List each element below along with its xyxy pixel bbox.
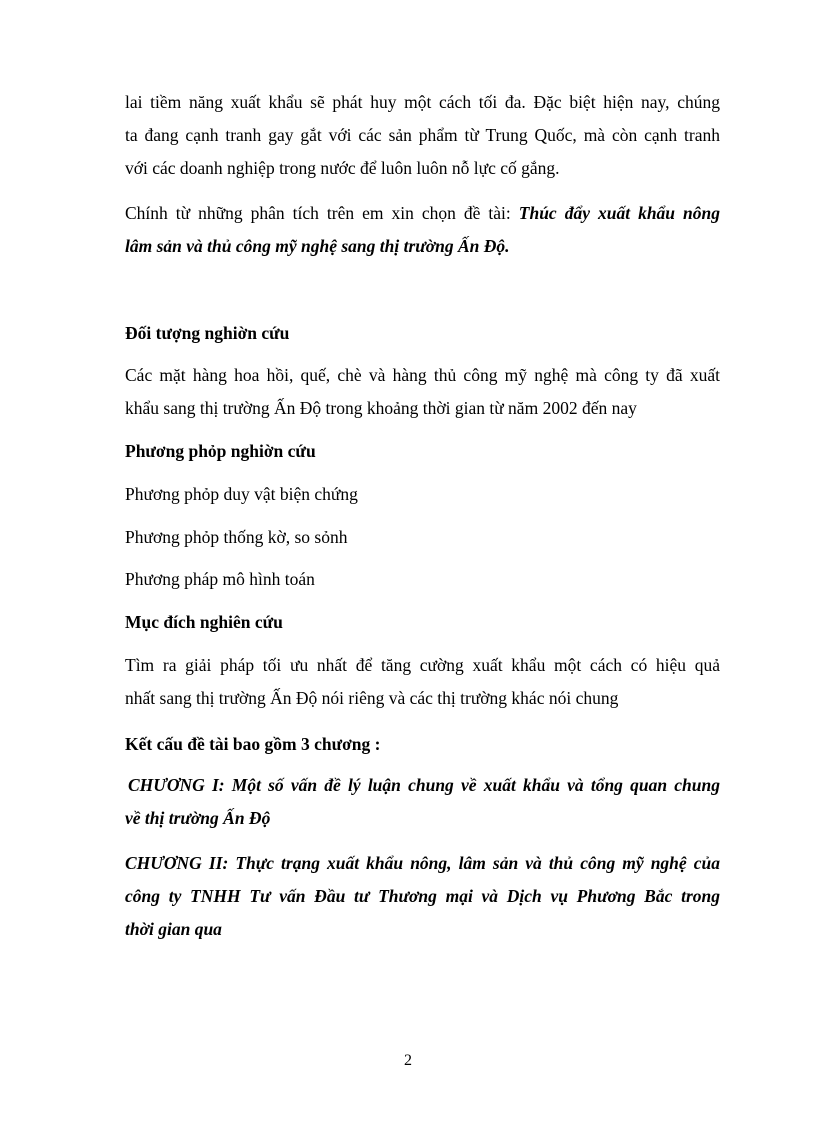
chapter-1-line-1: CHƯƠNG I: Một số vấn đề lý luận chung về xuất khẩu và tổng quan chung: [128, 775, 720, 795]
purpose-heading: Mục đích nghiên cứu: [125, 612, 283, 632]
topic-title-part1: Thúc đẩy xuất khẩu nông: [518, 203, 721, 223]
methods-section: [125, 435, 720, 468]
topic-prefix: Chính từ những phân tích trên em xin chọn đề tài:: [125, 203, 511, 223]
research-object-paragraph: [125, 359, 720, 425]
method-item: [125, 563, 720, 596]
structure-heading: Kết cấu đề tài bao gồm 3 chương :: [125, 734, 381, 754]
intro-line-2: ta đang cạnh tranh gay gắt với các sản phẩm từ Trung Quốc, mà còn cạnh tranh: [125, 125, 720, 145]
topic-paragraph: [125, 197, 720, 263]
chapter-2-line-3: thời gian qua: [125, 919, 222, 939]
chapter-2-line-1: CHƯƠNG II: Thực trạng xuất khẩu nông, lâm sản và thủ công mỹ nghệ của: [125, 853, 720, 873]
topic-title-part2: lâm sản và thủ công mỹ nghệ sang thị trường Ấn Độ.: [125, 236, 510, 256]
research-object-line-2: khẩu sang thị trường Ấn Độ trong khoảng thời gian từ năm 2002 đến nay: [125, 398, 637, 418]
intro-paragraph: [125, 86, 720, 185]
page-number: 2: [404, 1052, 412, 1069]
research-object-heading: Đối tượng nghiờn cứu: [125, 323, 290, 343]
chapter-2: [125, 847, 720, 946]
method-item: [125, 521, 720, 554]
chapter-2-line-2: công ty TNHH Tư vấn Đầu tư Thương mại và Dịch vụ Phương Bắc trong: [125, 886, 720, 906]
chapter-1-line-2: về thị trường Ấn Độ: [125, 808, 271, 828]
method-item-1: Phương phỏp duy vật biện chứng: [125, 484, 358, 504]
purpose-line-2: nhất sang thị trường Ấn Độ nói riêng và các thị trường khác nói chung: [125, 688, 619, 708]
structure-section: [125, 728, 720, 761]
purpose-paragraph: [125, 649, 720, 715]
intro-line-3: với các doanh nghiệp trong nước để luôn luôn nỗ lực cố gắng.: [125, 158, 560, 178]
chapter-1: [125, 769, 720, 835]
methods-heading: Phương phỏp nghiờn cứu: [125, 441, 316, 461]
research-object-section: [125, 317, 720, 350]
method-item-2: Phương phỏp thống kờ, so sỏnh: [125, 527, 348, 547]
purpose-line-1: Tìm ra giải pháp tối ưu nhất để tăng cường xuất khẩu một cách có hiệu quả: [125, 655, 720, 675]
method-item-3: Phương pháp mô hình toán: [125, 569, 315, 589]
intro-line-1: lai tiềm năng xuất khẩu sẽ phát huy một cách tối đa. Đặc biệt hiện nay, chúng: [125, 92, 720, 112]
purpose-section: [125, 606, 720, 639]
topic-line-1: [125, 197, 720, 230]
method-item: [125, 478, 720, 511]
research-object-line-1: Các mặt hàng hoa hồi, quế, chè và hàng thủ công mỹ nghệ mà công ty đã xuất: [125, 365, 720, 385]
